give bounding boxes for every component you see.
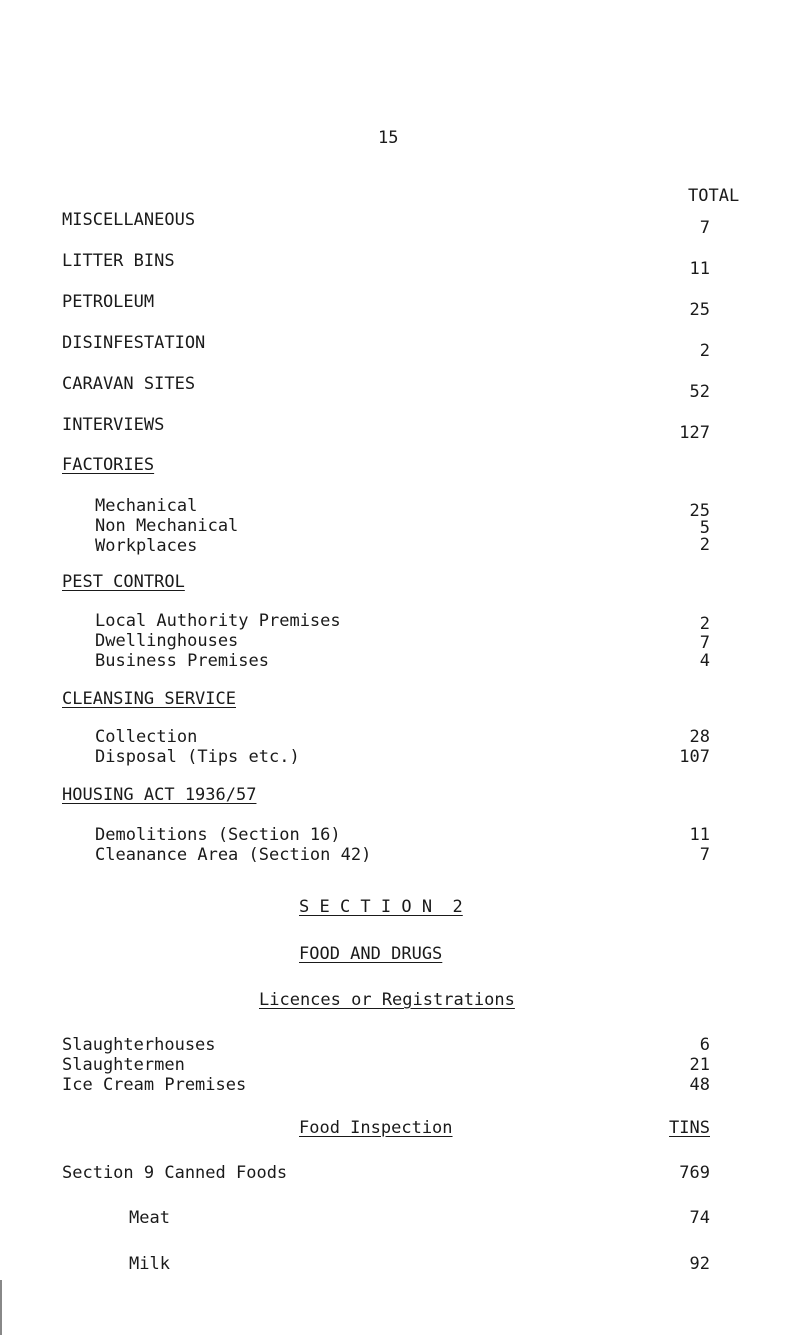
food-inspection-heading: Food Inspection <box>299 1118 453 1138</box>
misc-label: CARAVAN SITES <box>62 374 196 394</box>
pest-control-item-value: 7 <box>699 633 710 653</box>
pest-control-item-label: Dwellinghouses <box>95 631 239 651</box>
misc-label: LITTER BINS <box>62 251 175 271</box>
licence-label: Ice Cream Premises <box>62 1075 247 1095</box>
factories-item-value: 2 <box>699 535 710 555</box>
licence-label: Slaughtermen <box>62 1055 185 1075</box>
housing-item-label: Cleanance Area (Section 42) <box>95 845 372 865</box>
housing-heading: HOUSING ACT 1936/57 <box>62 785 257 805</box>
food-item-label: Milk <box>129 1254 170 1274</box>
misc-label: MISCELLANEOUS <box>62 210 196 230</box>
housing-item-label: Demolitions (Section 16) <box>95 825 341 845</box>
food-item-value: 769 <box>679 1163 710 1183</box>
cleansing-item-label: Disposal (Tips etc.) <box>95 747 300 767</box>
food-item-label: Meat <box>129 1208 170 1228</box>
licence-value: 48 <box>689 1075 710 1095</box>
licence-value: 21 <box>689 1055 710 1075</box>
scan-edge-line <box>0 1280 2 1335</box>
misc-label: INTERVIEWS <box>62 415 165 435</box>
factories-item-label: Non Mechanical <box>95 516 239 536</box>
total-header: TOTAL <box>688 186 740 206</box>
misc-label: DISINFESTATION <box>62 333 206 353</box>
factories-heading: FACTORIES <box>62 455 155 475</box>
pest-control-heading: PEST CONTROL <box>62 572 185 592</box>
pest-control-item-label: Local Authority Premises <box>95 611 341 631</box>
factories-item-value: 25 <box>689 501 710 521</box>
cleansing-item-value: 28 <box>689 727 710 747</box>
food-item-value: 92 <box>689 1254 710 1274</box>
misc-value: 11 <box>689 259 710 279</box>
factories-item-label: Workplaces <box>95 536 198 556</box>
housing-item-value: 11 <box>689 825 710 845</box>
cleansing-item-label: Collection <box>95 727 198 747</box>
licence-label: Slaughterhouses <box>62 1035 216 1055</box>
page-number: 15 <box>378 128 399 148</box>
pest-control-item-value: 2 <box>699 614 710 634</box>
food-and-drugs-heading: FOOD AND DRUGS <box>299 944 443 964</box>
cleansing-heading: CLEANSING SERVICE <box>62 689 236 709</box>
misc-value: 7 <box>699 218 710 238</box>
misc-value: 2 <box>699 341 710 361</box>
section-2-heading: S E C T I O N 2 <box>299 897 463 917</box>
tins-header: TINS <box>669 1118 710 1138</box>
food-item-value: 74 <box>689 1208 710 1228</box>
licences-heading: Licences or Registrations <box>259 990 515 1010</box>
housing-item-value: 7 <box>699 845 710 865</box>
misc-value: 52 <box>689 382 710 402</box>
cleansing-item-value: 107 <box>679 747 710 767</box>
misc-label: PETROLEUM <box>62 292 155 312</box>
food-item-label: Section 9 Canned Foods <box>62 1163 288 1183</box>
misc-value: 127 <box>679 423 710 443</box>
pest-control-item-label: Business Premises <box>95 651 269 671</box>
licence-value: 6 <box>699 1035 710 1055</box>
misc-value: 25 <box>689 300 710 320</box>
pest-control-item-value: 4 <box>699 651 710 671</box>
factories-item-value: 5 <box>699 518 710 538</box>
factories-item-label: Mechanical <box>95 496 198 516</box>
